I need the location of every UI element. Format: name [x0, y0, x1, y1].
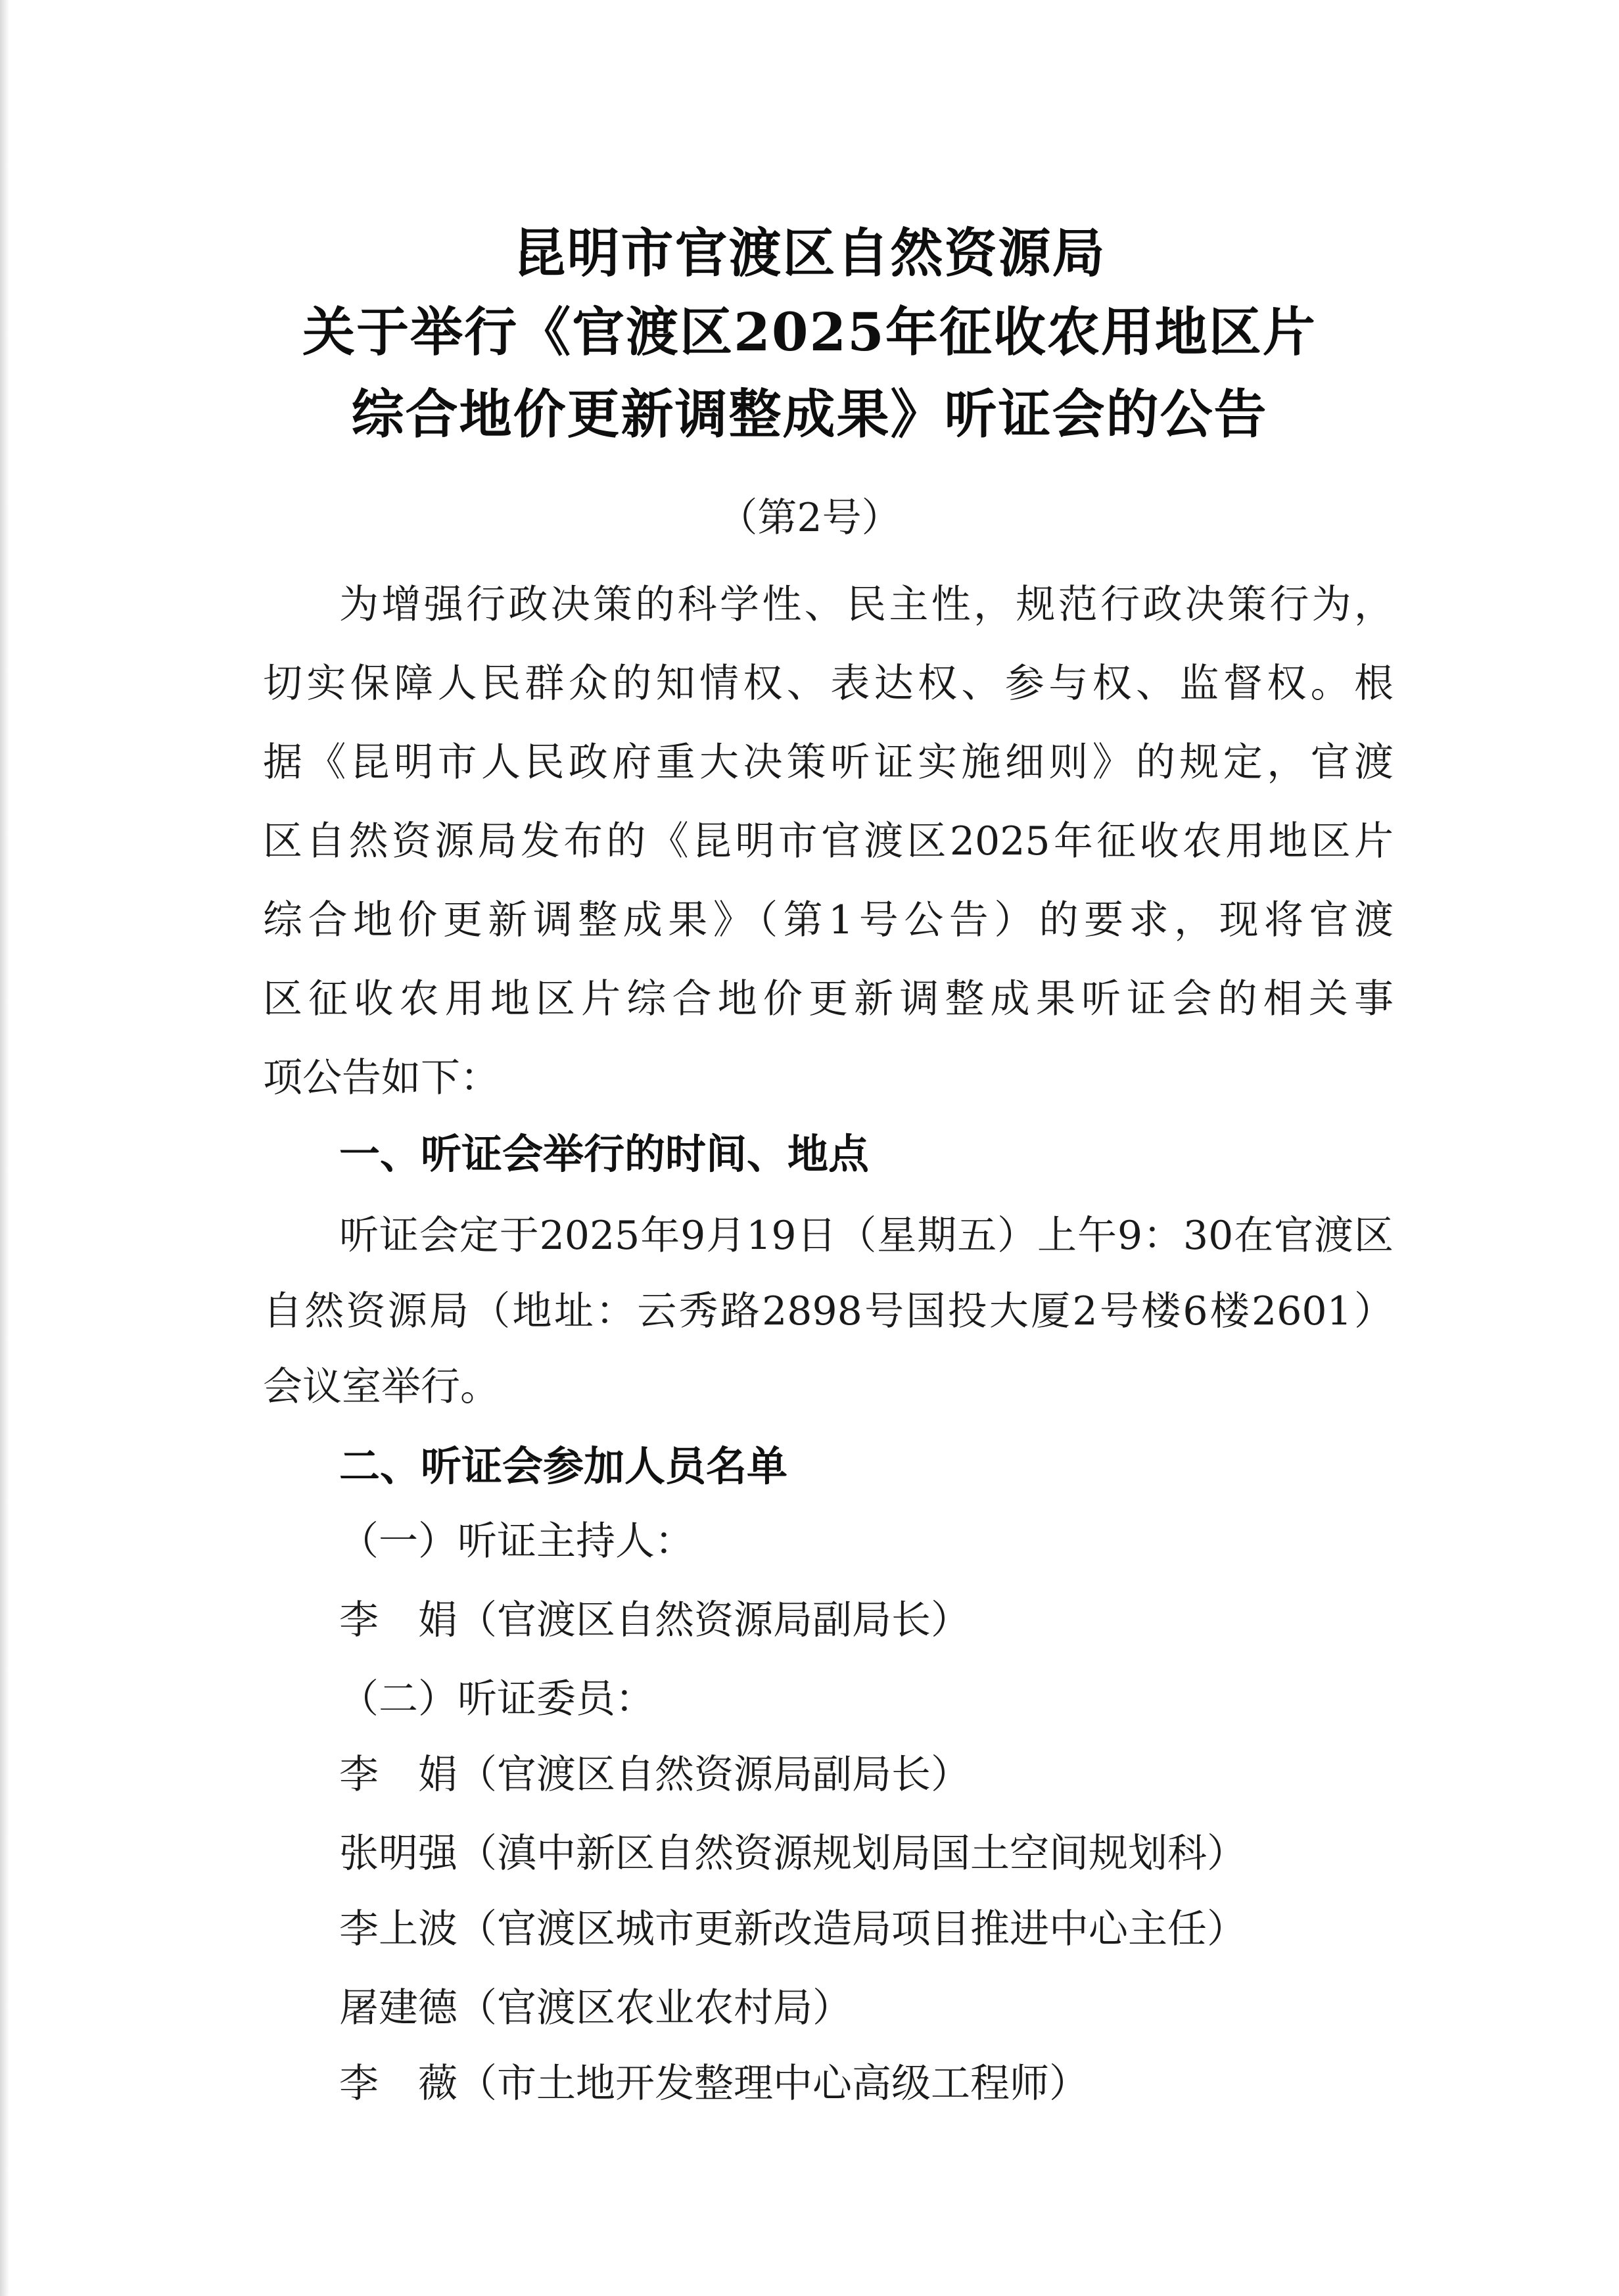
member-role: （官渡区农业农村局）: [458, 1985, 852, 2031]
intro-line-1: 为增强行政决策的科学性、民主性，规范行政决策行为，: [339, 582, 1394, 628]
section1-heading: 一、听证会举行的时间、地点: [339, 1130, 870, 1178]
title-line-2: 关于举行《官渡区2025年征收农用地区片: [302, 301, 1317, 363]
section2-heading: 二、听证会参加人员名单: [339, 1442, 788, 1490]
member-entry-3: [339, 1906, 1246, 1952]
member-entry-1: [339, 1752, 970, 1798]
intro-line-3: 据《昆明市人民政府重大决策听证实施细则》的规定，官渡: [263, 739, 1394, 785]
member-role: （官渡区自然资源局副局长）: [458, 1597, 970, 1643]
member-entry-2: [339, 1831, 1246, 1877]
host-entry: [339, 1597, 970, 1643]
intro-line-6: 区征收农用地区片综合地价更新调整成果听证会的相关事: [263, 976, 1394, 1022]
member-entry-5: [339, 2061, 1089, 2107]
member-role: （滇中新区自然资源规划局国土空间规划科）: [458, 1831, 1246, 1877]
announcement-number: （第2号）: [718, 495, 901, 541]
member-name: 李 娟: [339, 1597, 458, 1643]
member-entry-4: [339, 1985, 852, 2031]
member-name: 李上波: [339, 1906, 458, 1952]
intro-line-2: 切实保障人民群众的知情权、表达权、参与权、监督权。根: [263, 661, 1394, 707]
member-name: 屠建德: [339, 1985, 458, 2031]
title-line-1: 昆明市官渡区自然资源局: [513, 222, 1106, 284]
section1-line-1: 听证会定于2025年9月19日（星期五）上午9：30在官渡区: [339, 1213, 1394, 1259]
member-name: 李 娟: [339, 1752, 458, 1798]
intro-line-4: 区自然资源局发布的《昆明市官渡区2025年征收农用地区片: [263, 818, 1394, 864]
member-role: （官渡区自然资源局副局长）: [458, 1752, 970, 1798]
member-name: 李 薇: [339, 2061, 458, 2107]
intro-line-7: 项公告如下：: [263, 1055, 500, 1101]
host-label: （一）听证主持人：: [339, 1518, 694, 1564]
intro-line-5: 综合地价更新调整成果》（第1号公告）的要求，现将官渡: [263, 897, 1394, 943]
member-role: （市土地开发整理中心高级工程师）: [458, 2061, 1089, 2107]
member-name: 张明强: [339, 1831, 458, 1877]
member-role: （官渡区城市更新改造局项目推进中心主任）: [458, 1906, 1246, 1952]
section1-line-3: 会议室举行。: [263, 1364, 500, 1410]
section1-line-2: 自然资源局（地址：云秀路2898号国投大厦2号楼6楼2601）: [263, 1288, 1394, 1334]
title-line-3: 综合地价更新调整成果》听证会的公告: [351, 383, 1268, 445]
members-label: （二）听证委员：: [339, 1676, 655, 1722]
